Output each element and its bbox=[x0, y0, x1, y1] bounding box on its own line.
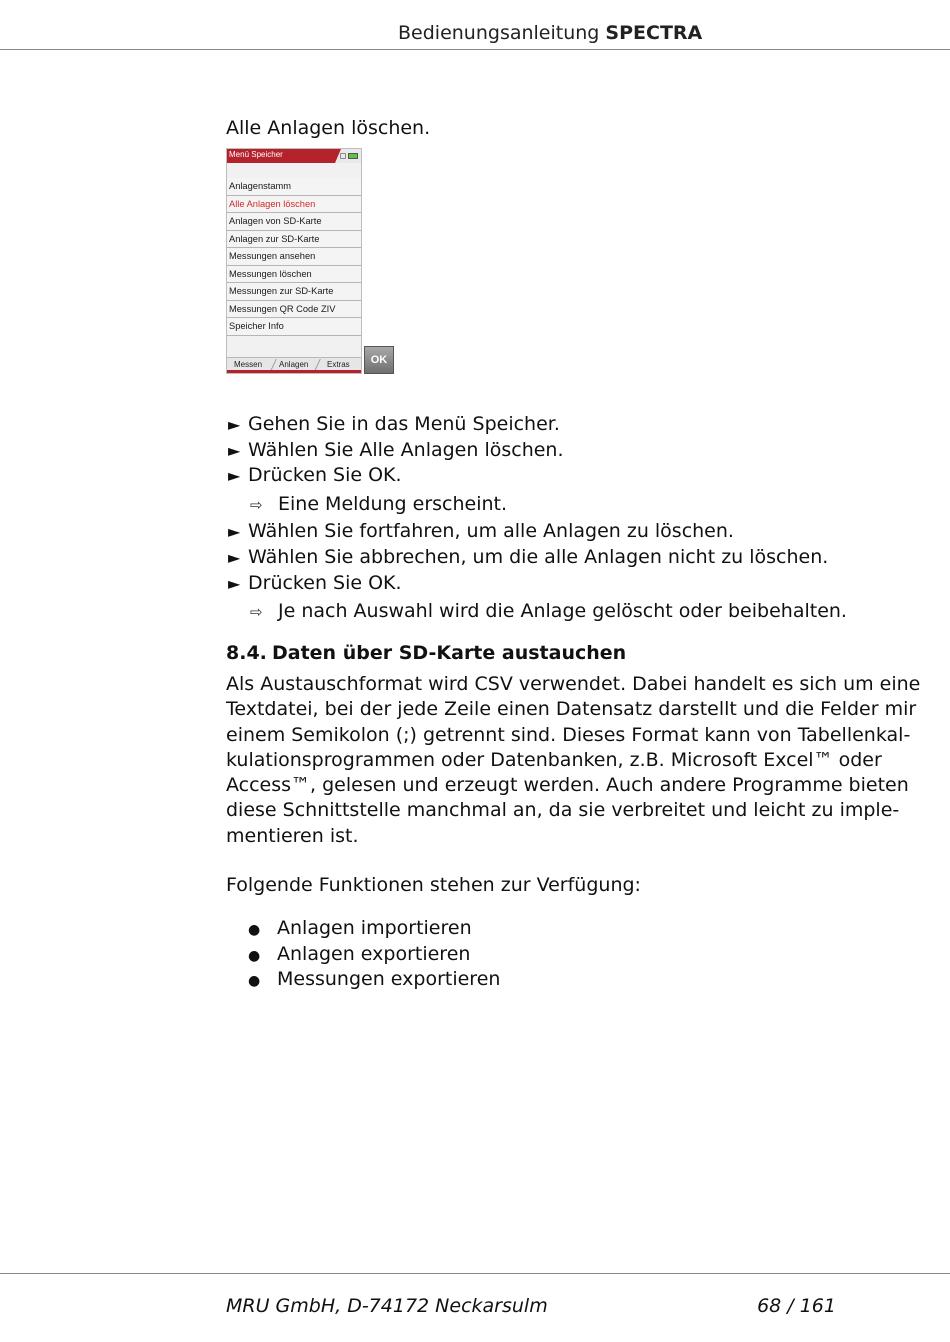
list-item-text: Anlagen importieren bbox=[277, 917, 472, 939]
list-item-text: Messungen exportieren bbox=[277, 968, 501, 990]
menu-item-messungen-zur-sd[interactable]: Messungen zur SD-Karte bbox=[227, 283, 361, 301]
tab-messen[interactable]: Messen bbox=[234, 360, 263, 369]
device-title-bar bbox=[227, 149, 361, 163]
step-arrow-icon: ► bbox=[228, 440, 241, 460]
menu-item-messungen-loeschen[interactable]: Messungen löschen bbox=[227, 266, 361, 284]
section-number: 8.4. bbox=[226, 642, 267, 664]
tab-extras[interactable]: Extras bbox=[327, 360, 350, 369]
footer-page-number: 68 / 161 bbox=[757, 1295, 836, 1317]
step-text: Gehen Sie in das Menü Speicher. bbox=[248, 413, 560, 435]
footer-rule bbox=[0, 1273, 950, 1274]
result-text: Je nach Auswahl wird die Anlage gelöscht oder beibehalten. bbox=[278, 600, 847, 623]
menu-item-messungen-qr[interactable]: Messungen QR Code ZIV bbox=[227, 301, 361, 319]
step-item bbox=[228, 463, 848, 489]
section-heading bbox=[226, 642, 626, 664]
step-item bbox=[228, 519, 848, 545]
step-text: Wählen Sie Alle Anlagen löschen. bbox=[248, 438, 564, 461]
lock-icon bbox=[340, 153, 346, 159]
section-title: Daten über SD-Karte austauchen bbox=[272, 642, 627, 664]
paragraph-line: diese Schnittstelle manchmal an, da sie verbreitet und leicht zu imple- bbox=[226, 799, 900, 822]
paragraph-line: einem Semikolon (;) getrennt sind. Dieses Format kann von Tabellenkal- bbox=[226, 723, 911, 746]
result-item bbox=[228, 596, 848, 627]
instruction-steps bbox=[228, 412, 848, 627]
step-arrow-icon: ► bbox=[228, 466, 241, 486]
paragraph-line: mentieren ist. bbox=[226, 824, 359, 847]
list-item bbox=[248, 916, 500, 942]
step-item bbox=[228, 438, 848, 464]
step-arrow-icon: ► bbox=[228, 415, 241, 434]
header-title-product: SPECTRA bbox=[605, 22, 703, 44]
device-menu bbox=[227, 178, 361, 336]
battery-icon bbox=[348, 153, 358, 159]
step-item bbox=[228, 412, 848, 438]
bullet-icon: ● bbox=[248, 922, 261, 938]
list-item-text: Anlagen exportieren bbox=[277, 942, 471, 965]
device-screenshot bbox=[226, 148, 362, 374]
menu-item-speicher-info[interactable]: Speicher Info bbox=[227, 318, 361, 336]
paragraph-line: Als Austauschformat wird CSV verwendet. Dabei handelt es sich um eine bbox=[226, 673, 921, 695]
list-item bbox=[248, 942, 500, 968]
functions-lead: Folgende Funktionen stehen zur Verfügung: bbox=[226, 874, 641, 896]
result-item bbox=[228, 489, 848, 520]
step-arrow-icon: ► bbox=[228, 522, 241, 542]
functions-list bbox=[248, 916, 500, 993]
tab-anlagen[interactable]: Anlagen bbox=[279, 360, 309, 369]
page-header bbox=[0, 22, 950, 50]
menu-item-alle-anlagen-loeschen[interactable]: Alle Anlagen löschen bbox=[227, 196, 361, 214]
body-paragraph bbox=[226, 672, 921, 849]
paragraph-line: Textdatei, bei der jede Zeile einen Datensatz darstellt und die Felder mir bbox=[226, 698, 917, 721]
paragraph-line: Access™, gelesen und erzeugt werden. Auch andere Programme bieten bbox=[226, 774, 909, 797]
bullet-icon: ● bbox=[248, 947, 261, 964]
step-text: Wählen Sie abbrechen, um die alle Anlagen nicht zu löschen. bbox=[248, 545, 829, 568]
result-arrow-icon: ⇨ bbox=[250, 495, 263, 514]
step-text: Drücken Sie OK. bbox=[248, 571, 402, 594]
step-item bbox=[228, 545, 848, 571]
menu-item-messungen-ansehen[interactable]: Messungen ansehen bbox=[227, 248, 361, 266]
menu-item-anlagenstamm[interactable]: Anlagenstamm bbox=[227, 178, 361, 196]
step-arrow-icon: ► bbox=[228, 547, 241, 567]
header-title bbox=[398, 22, 702, 44]
result-text: Eine Meldung erscheint. bbox=[278, 492, 508, 515]
intro-text: Alle Anlagen löschen. bbox=[226, 117, 431, 139]
header-title-prefix: Bedienungsanleitung bbox=[398, 22, 600, 44]
header-rule bbox=[0, 49, 950, 50]
list-item bbox=[248, 967, 500, 993]
step-text: Drücken Sie OK. bbox=[248, 464, 402, 487]
step-item bbox=[228, 571, 848, 597]
footer-company: MRU GmbH, D-74172 Neckarsulm bbox=[226, 1295, 548, 1317]
menu-item-anlagen-zur-sd[interactable]: Anlagen zur SD-Karte bbox=[227, 231, 361, 249]
bullet-icon: ● bbox=[248, 973, 261, 989]
device-tab-bar bbox=[227, 357, 361, 373]
result-arrow-icon: ⇨ bbox=[250, 603, 263, 622]
step-text: Wählen Sie fortfahren, um alle Anlagen zu löschen. bbox=[248, 520, 734, 543]
device-bottom-bar bbox=[227, 370, 361, 373]
device-title: Menü Speicher bbox=[229, 150, 283, 159]
ok-button[interactable]: OK bbox=[364, 346, 394, 374]
menu-item-anlagen-von-sd[interactable]: Anlagen von SD-Karte bbox=[227, 213, 361, 231]
paragraph-line: kulationsprogrammen oder Datenbanken, z.B. Microsoft Excel™ oder bbox=[226, 748, 882, 771]
step-arrow-icon: ► bbox=[228, 573, 241, 593]
